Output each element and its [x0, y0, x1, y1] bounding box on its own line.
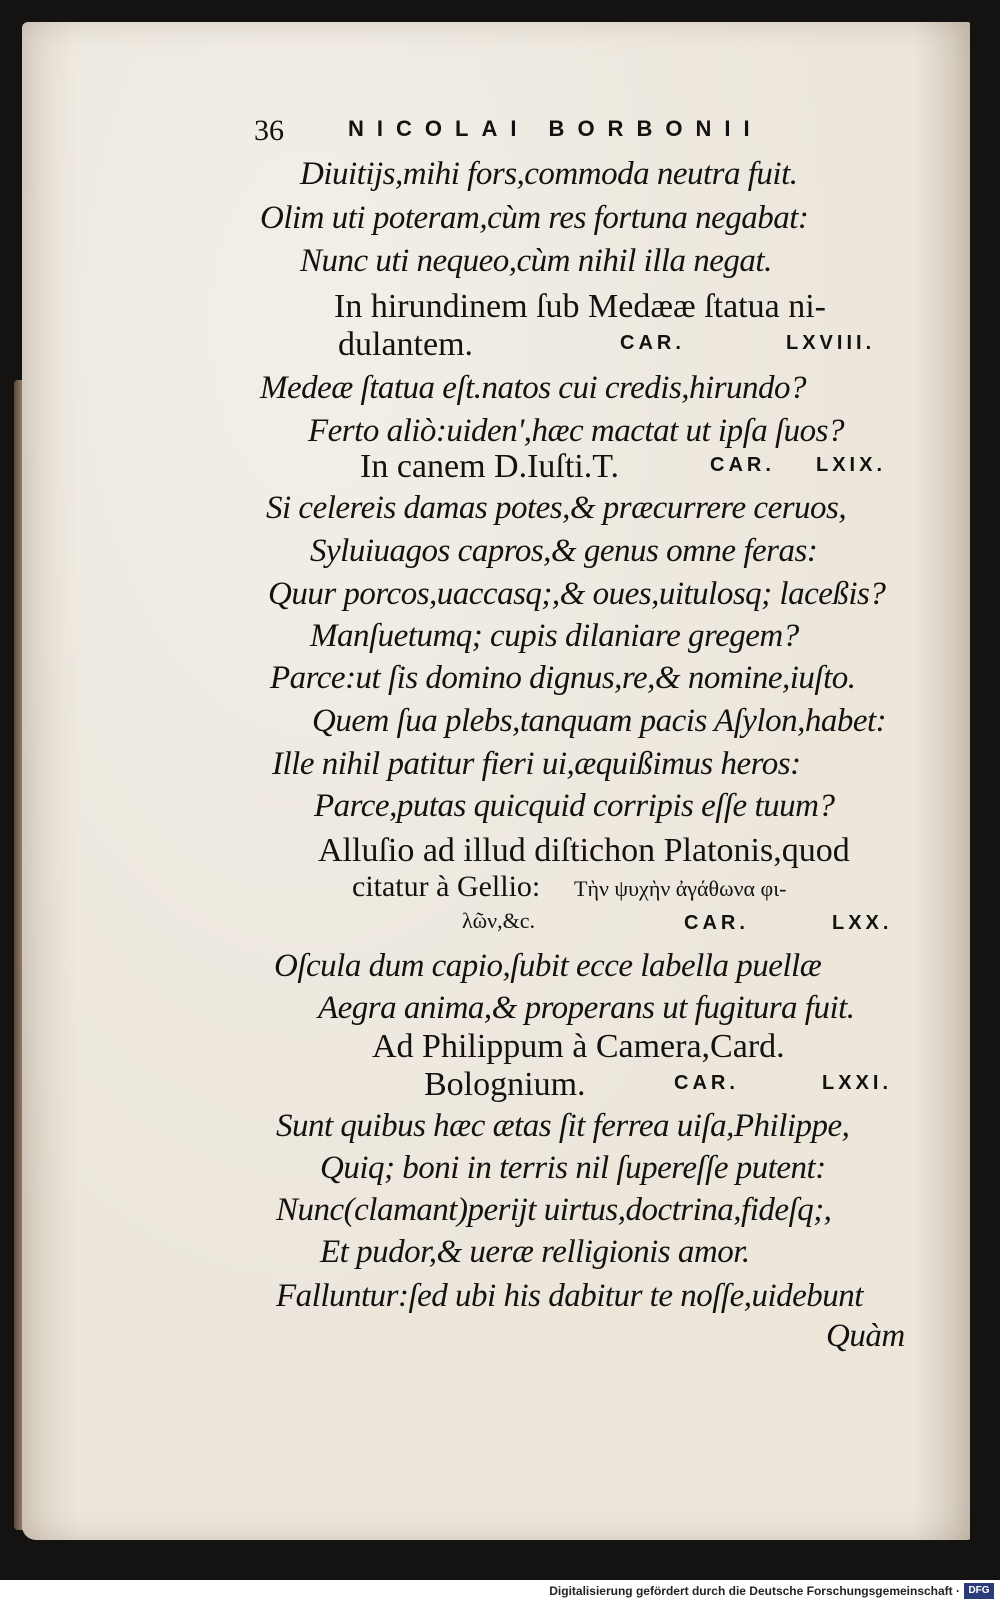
page-number: 36 [254, 114, 284, 147]
poem-title: In canem D.Iuſti.T. [360, 448, 620, 485]
catchword: Quàm [826, 1318, 905, 1354]
verse-line: Oſcula dum capio,ſubit ecce labella puellæ [274, 948, 822, 984]
running-title: NICOLAI BORBONII [348, 116, 763, 141]
verse-line: Falluntur:ſed ubi his dabitur te noſſe,uidebunt [276, 1278, 863, 1314]
verse-line: Parce:ut ſis domino dignus,re,& nomine,iuſto. [270, 660, 856, 696]
footer-credit: Digitalisierung gefördert durch die Deutsche Forschungsgemeinschaft · [549, 1584, 960, 1598]
carmen-number: LXVIII. [786, 332, 876, 354]
verse-line: Nunc uti nequeo,cùm nihil illa negat. [300, 243, 772, 279]
verse-line: Et pudor,& ueræ relligionis amor. [320, 1234, 750, 1270]
carmen-label: CAR. [710, 454, 775, 476]
poem-title: dulantem. [338, 326, 474, 363]
verse-line: Manſuetumq; cupis dilaniare gregem? [310, 618, 799, 654]
verse-line: Nunc(clamant)perijt uirtus,doctrina,fideſq;, [276, 1192, 832, 1228]
carmen-label: CAR. [674, 1072, 739, 1094]
verse-line: Si celereis damas potes,& præcurrere ceruos, [266, 490, 847, 526]
carmen-number: LXIX. [816, 454, 887, 476]
verse-line: Syluiuagos capros,& genus omne feras: [310, 533, 818, 569]
carmen-label: CAR. [620, 332, 685, 354]
carmen-number: LXX. [832, 912, 893, 934]
verse-line: Quem ſua plebs,tanquam pacis Aſylon,habet: [312, 703, 887, 739]
footer-bar [0, 1580, 1000, 1604]
poem-title: Alluſio ad illud diſtichon Platonis,quod [318, 832, 850, 869]
verse-line: Sunt quibus hæc ætas ſit ferrea uiſa,Philippe, [276, 1108, 850, 1144]
verse-line: Diuitijs,mihi fors,commoda neutra fuit. [300, 156, 798, 192]
verse-line: Quiq; boni in terris nil ſupereſſe putent: [320, 1150, 826, 1186]
verse-line: Olim uti poteram,cùm res fortuna negabat: [260, 200, 809, 236]
verse-line: Parce,putas quicquid corripis eſſe tuum? [314, 788, 835, 824]
verse-line: Aegra anima,& properans ut fugitura fuit. [318, 990, 855, 1026]
verse-line: Ille nihil patitur fieri ui,æquißimus heros: [272, 746, 801, 782]
greek-text: λῶν,&c. [462, 908, 535, 933]
verse-line: Quur porcos,uaccasq;,& oues,uitulosq; laceßis? [268, 576, 886, 612]
poem-title: Bolognium. [424, 1066, 586, 1103]
poem-title: citatur à Gellio: [352, 870, 541, 903]
verse-line: Ferto aliò:uiden',hæc mactat ut ipſa ſuos? [308, 413, 845, 449]
carmen-label: CAR. [684, 912, 749, 934]
verse-line: Medeæ ſtatua eſt.natos cui credis,hirundo? [260, 370, 807, 406]
greek-text: Τὴν ψυχὴν ἀγάθωνα φι- [574, 876, 787, 901]
poem-title: Ad Philippum à Camera,Card. [372, 1028, 785, 1065]
poem-title: In hirundinem ſub Medææ ſtatua ni- [334, 288, 826, 325]
carmen-number: LXXI. [822, 1072, 893, 1094]
book-page [22, 22, 970, 1540]
dfg-logo: DFG [964, 1583, 994, 1599]
